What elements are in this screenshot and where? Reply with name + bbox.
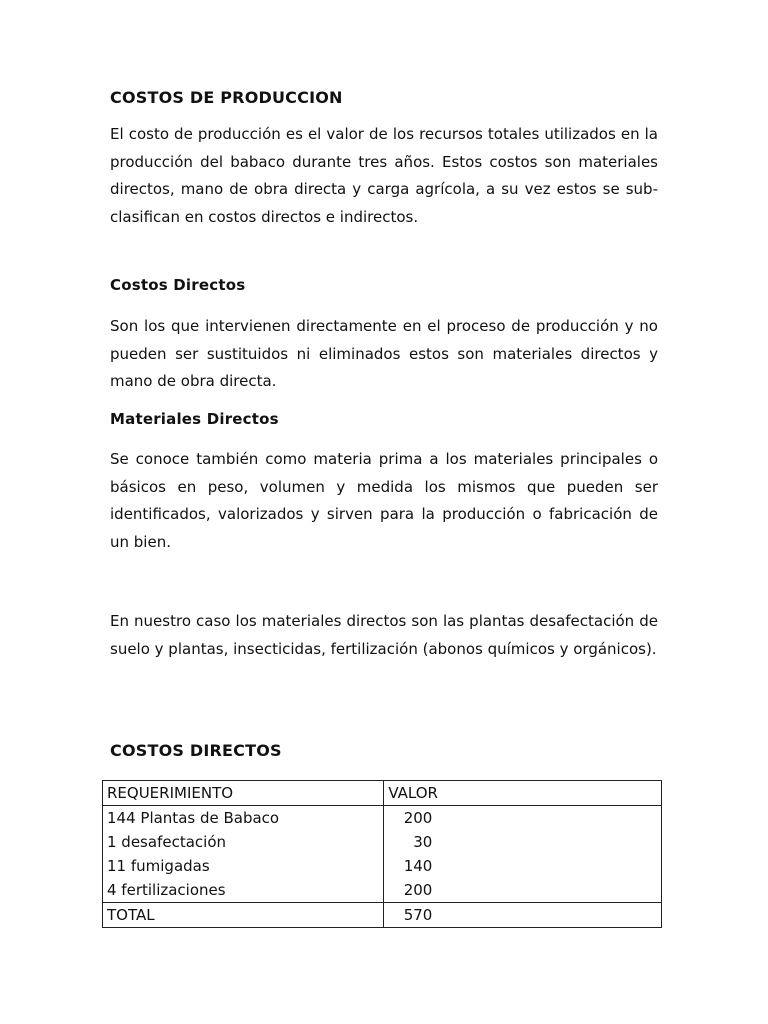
direct-costs-paragraph: Son los que intervienen directamente en el proceso de producción y no pueden ser sustituidos ni eliminados estos son materiales directos y mano de obra directa.: [110, 317, 658, 390]
direct-materials-paragraph: Se conoce también como materia prima a los materiales principales o básicos en peso, volumen y medida los mismos que pueden ser identificados, valorizados y sirven para la producción o fabricación de un bien.: [110, 450, 658, 551]
table-row: [103, 878, 662, 903]
case-paragraph: En nuestro caso los materiales directos son las plantas desafectación de suelo y plantas, insecticidas, fertilización (abonos químicos y orgánicos).: [110, 612, 658, 658]
table-row: [103, 806, 662, 831]
table-header-row: [103, 781, 662, 806]
row-value: 200: [403, 881, 433, 899]
row-item: 1 desafectación: [103, 830, 384, 854]
row-value: 140: [403, 857, 433, 875]
document-title: COSTOS DE PRODUCCION: [110, 88, 343, 107]
direct-materials-heading: Materiales Directos: [110, 410, 279, 428]
table-heading: COSTOS DIRECTOS: [110, 741, 282, 760]
table-total-row: [103, 903, 662, 928]
direct-costs-heading: Costos Directos: [110, 276, 246, 294]
table-row: [103, 830, 662, 854]
header-requirement: REQUERIMIENTO: [103, 781, 384, 806]
row-item: 144 Plantas de Babaco: [103, 806, 384, 831]
row-value: 30: [413, 833, 433, 851]
row-item: 4 fertilizaciones: [103, 878, 384, 903]
row-item: 11 fumigadas: [103, 854, 384, 878]
table-row: [103, 854, 662, 878]
total-label: TOTAL: [103, 903, 384, 928]
header-value: VALOR: [384, 781, 662, 806]
intro-paragraph: El costo de producción es el valor de los recursos totales utilizados en la producción del babaco durante tres años. Estos costos son materiales directos, mano de obra directa y carga agrícola, a su vez estos se sub-clasifican en costos directos e indirectos.: [110, 125, 658, 226]
row-value: 200: [403, 809, 433, 827]
total-value: 570: [403, 906, 433, 924]
direct-costs-table: [102, 780, 662, 928]
